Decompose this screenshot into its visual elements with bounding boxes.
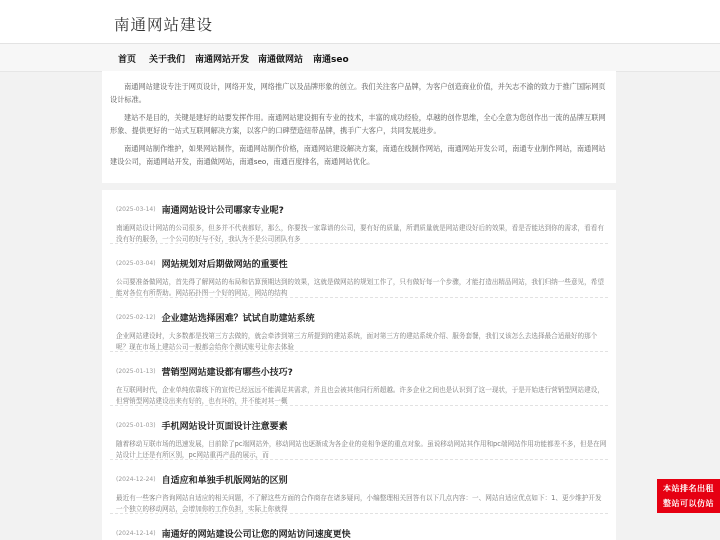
intro-paragraph: 南通网站建设专注于网页设计，网络开发，网络推广以及品牌形象的创立。我们关注客户品牌，为客户创造商业价值，并矢志不渝的致力于推广国际网页设计标准。 <box>110 82 606 104</box>
article-title-link[interactable]: 自适应和单独手机版网站的区别 <box>161 476 288 486</box>
intro-panel <box>102 71 616 183</box>
article-date: (2025-01-13) <box>116 368 156 375</box>
site-title[interactable]: 南通网站建设 <box>114 16 214 34</box>
main-nav <box>0 44 720 72</box>
article-title-link[interactable]: 营销型网站建设都有哪些小技巧? <box>161 368 293 378</box>
article-date: (2025-03-14) <box>116 206 156 213</box>
list-item <box>110 514 608 540</box>
intro-paragraph: 建站不是目的，关键是建好的站要发挥作用。南通网站建设拥有专业的技术，丰富的成功经验，卓越的创作思维，全心全意为您创作出一流的品牌互联网形象、提供更好的一站式互联网解决方案，以客户的口碑塑造纽带品牌，携手广大客户，共同发展进步。 <box>110 113 606 135</box>
article-date: (2025-03-04) <box>116 260 156 267</box>
article-title-link[interactable]: 企业建站选择困难？试试自助建站系统 <box>161 314 315 324</box>
list-item <box>110 460 608 514</box>
badge-line: 整站可以仿站 <box>663 499 714 508</box>
list-item <box>110 406 608 460</box>
article-summary: 南通网站设计网站的公司很多，但多并不代表都好，那么，你要找一家靠谱的公司，要有好的质量，所谓质量就是网站建设好后的效果，看是否能达到你的需求，看看有没有好的服务，一个公司的好与不好，我认为不是公司团队有多 <box>116 224 604 243</box>
article-date: (2025-02-12) <box>116 314 156 321</box>
article-title-link[interactable]: 南通好的网站建设公司让您的网站访问速度更快 <box>161 530 351 540</box>
nav-item-home[interactable]: 首页 <box>118 55 137 65</box>
nav-item-make-site[interactable]: 南通做网站 <box>258 55 304 65</box>
article-date: (2024-12-14) <box>116 530 156 537</box>
article-date: (2025-01-03) <box>116 422 156 429</box>
article-summary: 随着移动互联市场的迅速发展，目前除了pc端网站外，移动网站也逐渐成为各企业的竞相争逐的重点对象。虽说移动网站其作用和pc端网站作用功能都差不多，但是在网站设计上还是有所区别，pc网站重再产品的展示，而 <box>116 440 607 459</box>
article-summary: 企业网站建设时，大多数都是找第三方去做的，就会牵涉到第三方所提到的建站系统，面对第三方的建站系统介绍、服务套餐，我们又该怎么去选择最合适最好的那个呢？现在市场上建站公司一般都会给你个测试账号让你去体验 <box>116 332 598 351</box>
nav-item-seo[interactable]: 南通seo <box>313 55 349 65</box>
article-list <box>102 190 616 540</box>
article-summary: 最近有一些客户咨询网站自适应的相关问题，不了解这些方面的合作商存在诸多疑问，小编整理相关回答有以下几点内容：一、网站自适应优点如下：1、更少维护开发一个独立的移动网站，会增加你的工作负担，实际上你就得 <box>116 494 602 513</box>
article-summary: 公司要准备做网站，首先得了解网站的布局和估算预期达到的效果，这就是做网站的规划工作了，只有做好每一个步骤，才能打造出精品网站，我们归纳一些意见，希望能对各位有所帮助。网站拓扑图一个好的网站，网站的结构 <box>116 278 604 297</box>
badge-line: 本站排名出租 <box>663 484 714 493</box>
article-title-link[interactable]: 手机网站设计页面设计注意要素 <box>161 422 288 432</box>
list-item <box>110 244 608 298</box>
list-item <box>110 352 608 406</box>
nav-item-about[interactable]: 关于我们 <box>149 55 186 65</box>
list-item <box>110 298 608 352</box>
site-header <box>0 0 720 44</box>
list-item <box>110 190 608 244</box>
article-summary: 在互联网时代，企业单纯依靠线下的宣传已经远远不能满足其需求，并且也会被其他同行所超越。许多企业之间也是认识到了这一现状，于是开始进行营销型网站建设，但营销型网站建设出来有好的，也有坏的，并不能对其一概 <box>116 386 604 405</box>
article-date: (2024-12-24) <box>116 476 156 483</box>
intro-paragraph: 南通网站制作维护，如果网站制作，南通网站制作价格，南通网站建设解决方案，南通在线制作网站，南通网站开发公司，南通专业制作网站，南通网站建设公司，南通网站开发，南通做网站，南通seo，南通百度排名，南通网站优化。 <box>110 144 606 166</box>
rank-rental-badge[interactable] <box>657 479 720 513</box>
article-title-link[interactable]: 南通网站设计公司哪家专业呢? <box>161 206 284 216</box>
article-title-link[interactable]: 网站规划对后期做网站的重要性 <box>161 260 288 270</box>
nav-item-web-dev[interactable]: 南通网站开发 <box>195 55 250 65</box>
